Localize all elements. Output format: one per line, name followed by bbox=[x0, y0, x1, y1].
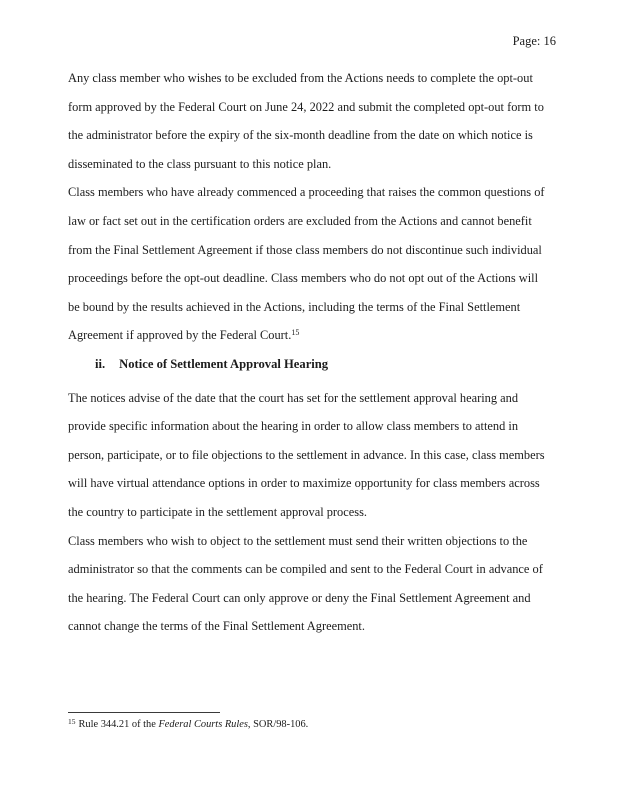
text-line: The notices advise of the date that the court has set for the settlement approval hearing and bbox=[68, 390, 519, 405]
text-line: provide specific information about the hearing in order to allow class members to attend in bbox=[68, 419, 519, 434]
text-line: Class members who wish to object to the settlement must send their written objections to the bbox=[68, 533, 528, 548]
text-line: Any class member who wishes to be excluded from the Actions needs to complete the opt-out bbox=[68, 71, 533, 85]
footnote-segment-after: , SOR/98-106. bbox=[247, 719, 309, 730]
footnote-area bbox=[68, 712, 558, 732]
heading-number: ii. bbox=[95, 356, 106, 371]
last-line-text: Agreement if approved by the Federal Court. bbox=[68, 328, 292, 343]
text-line: the hearing. The Federal Court can only approve or deny the Final Settlement Agreement and bbox=[68, 590, 531, 605]
text-line: from the Final Settlement Agreement if those class members do not discontinue such individual bbox=[68, 242, 542, 257]
paragraph-opt-out-process bbox=[68, 64, 560, 178]
paragraph-objections bbox=[68, 527, 560, 641]
text-line: the administrator before the expiry of the six-month deadline from the date on which notice is bbox=[68, 128, 533, 143]
paragraph-exclusion-rules bbox=[68, 178, 560, 350]
text-line: Class members who have already commenced a proceeding that raises the common questions of bbox=[68, 185, 545, 200]
text-line: person, participate, or to file objections to the settlement in advance. In this case, class members bbox=[68, 447, 545, 462]
paragraph-exclusion-lines bbox=[68, 178, 560, 321]
footnote-italic-citation: Federal Courts Rules bbox=[158, 719, 248, 730]
text-line: be bound by the results achieved in the Actions, including the terms of the Final Settlement bbox=[68, 299, 521, 314]
text-line: law or fact set out in the certification orders are excluded from the Actions and cannot benefit bbox=[68, 213, 532, 228]
paragraph-exclusion-last-line bbox=[68, 321, 560, 350]
text-line: proceedings before the opt-out deadline. Class members who do not opt out of the Actions will bbox=[68, 271, 539, 286]
text-line: will have virtual attendance options in order to maximize opportunity for class members across bbox=[68, 476, 540, 491]
paragraph-hearing-notices bbox=[68, 384, 560, 527]
text-line: disseminated to the class pursuant to this notice plan. bbox=[68, 156, 332, 171]
text-line: the country to participate in the settlement approval process. bbox=[68, 504, 367, 519]
page-number-label: Page: 16 bbox=[512, 34, 556, 48]
text-line: administrator so that the comments can be compiled and sent to the Federal Court in advance of bbox=[68, 562, 543, 577]
footnote-text bbox=[68, 718, 558, 732]
footnote-segment-before: Rule 344.21 of the bbox=[78, 719, 159, 730]
text-line: cannot change the terms of the Final Settlement Agreement. bbox=[68, 619, 365, 634]
heading-title: Notice of Settlement Approval Hearing bbox=[119, 356, 329, 371]
text-line: form approved by the Federal Court on June 24, 2022 and submit the completed opt-out form to bbox=[68, 99, 544, 114]
footnote-reference: 15 bbox=[291, 328, 300, 338]
footnote-separator bbox=[68, 712, 220, 713]
footnote-marker: 15 bbox=[68, 716, 76, 726]
section-heading bbox=[68, 350, 560, 379]
document-body bbox=[68, 64, 560, 641]
